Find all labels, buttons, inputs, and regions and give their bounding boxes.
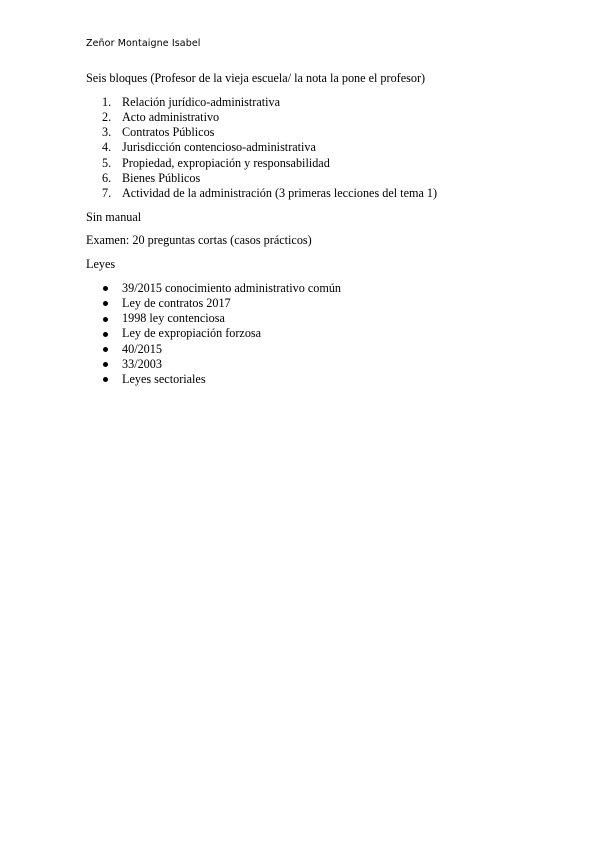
list-item [86,311,556,326]
list-item-text: Ley de expropiación forzosa [122,326,262,341]
list-item [86,342,556,357]
manual-note: Sin manual [86,209,142,224]
bullet-icon [103,286,108,291]
list-item [86,95,556,110]
blocks-list [86,95,556,201]
list-item-text: Actividad de la administración (3 primeras lecciones del tema 1) [122,185,438,200]
list-number: 3. [102,125,112,140]
list-item [86,326,556,341]
bullet-icon [103,317,108,322]
list-item-text: Bienes Públicos [122,170,201,185]
list-item [86,156,556,171]
page-header-author: Zeñor Montaigne Isabel [86,38,201,49]
list-item-text: Propiedad, expropiación y responsabilidad [122,155,330,170]
list-item-text: Leyes sectoriales [122,371,206,386]
list-item-text: 33/2003 [122,356,162,371]
list-item-text: 40/2015 [122,341,162,356]
laws-list [86,281,556,387]
list-number: 4. [102,140,112,155]
list-item-text: Contratos Públicos [122,125,215,140]
list-item [86,357,556,372]
exam-note: Examen: 20 preguntas cortas (casos prácticos) [86,233,312,248]
list-item [86,171,556,186]
bullet-icon [103,377,108,382]
list-number: 1. [102,94,112,109]
intro-paragraph: Seis bloques (Profesor de la vieja escuela/ la nota la pone el profesor) [86,71,426,85]
list-item [86,110,556,125]
list-item-text: Ley de contratos 2017 [122,295,231,310]
list-item-text: Relación jurídico-administrativa [122,94,281,109]
list-item [86,372,556,387]
bullet-icon [103,347,108,352]
list-number: 7. [102,185,112,200]
list-item [86,281,556,296]
list-item [86,296,556,311]
document-body [86,71,556,387]
list-item-text: Acto administrativo [122,109,220,124]
list-number: 5. [102,155,112,170]
list-number: 2. [102,109,112,124]
list-item-text: Jurisdicción contencioso-administrativa [122,140,316,155]
list-item [86,186,556,201]
laws-heading: Leyes [86,257,116,272]
bullet-icon [103,332,108,337]
list-item [86,125,556,140]
list-item-text: 1998 ley contenciosa [122,311,225,326]
bullet-icon [103,301,108,306]
list-item-text: 39/2015 conocimiento administrativo común [122,280,342,295]
list-number: 6. [102,170,112,185]
list-item [86,140,556,155]
bullet-icon [103,362,108,367]
